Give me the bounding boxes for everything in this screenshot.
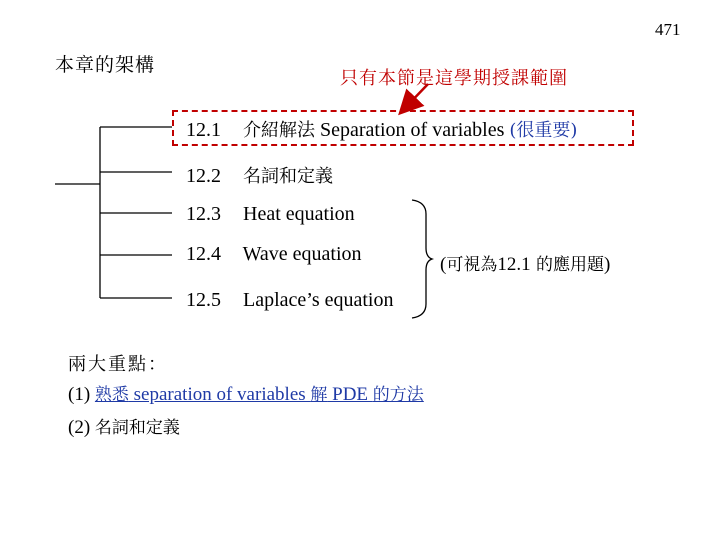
page-number: 471 xyxy=(655,20,681,39)
section-12-1: 12.1 介紹解法 Separation of variables (很重要) xyxy=(186,119,578,141)
key-point-1: (1) 熟悉 separation of variables 解 PDE 的方法 xyxy=(68,384,424,405)
section-12-2: 12.2 名詞和定義 xyxy=(186,165,333,187)
scope-note: 只有本節是這學期授課範圍 xyxy=(340,68,568,89)
key-point-1-link[interactable]: 熟悉 separation of variables 解 PDE 的方法 xyxy=(94,384,424,405)
section-12-3: 12.3 Heat equation xyxy=(186,203,355,225)
application-note: (可視為12.1 的應用題) xyxy=(440,254,611,275)
key-points-title: 兩大重點： xyxy=(68,354,168,375)
structure-title: 本章的架構 xyxy=(55,54,156,76)
key-point-2: (2) 名詞和定義 xyxy=(68,417,180,438)
group-brace xyxy=(412,200,432,318)
section-12-5: 12.5 Laplace’s equation xyxy=(186,289,394,311)
section-12-4: 12.4 Wave equation xyxy=(186,243,362,265)
